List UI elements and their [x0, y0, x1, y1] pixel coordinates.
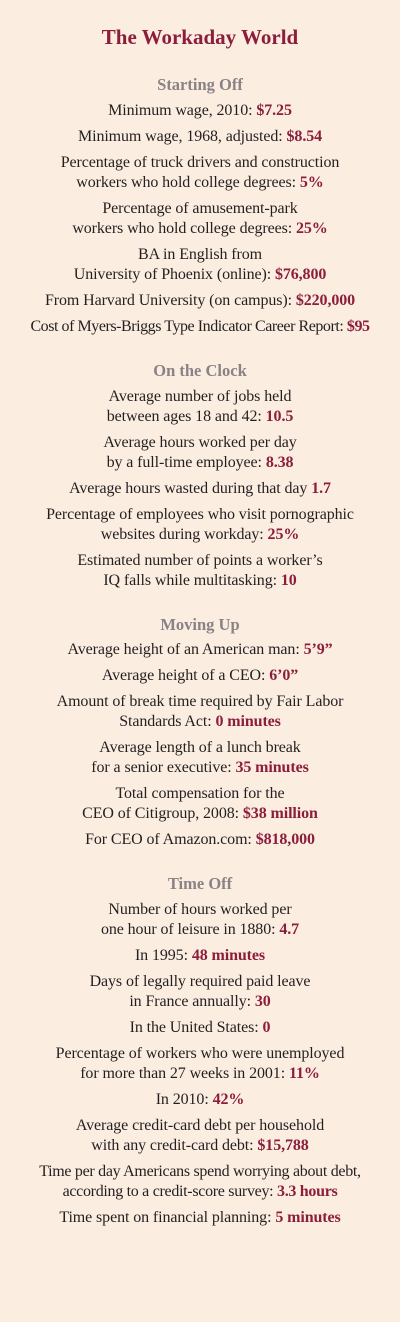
stat-item [8, 666, 392, 686]
stat-value: $818,000 [255, 831, 315, 849]
section-starting-off [8, 75, 392, 337]
stat-item [8, 692, 392, 732]
section-heading: Moving Up [160, 614, 240, 634]
stat-label: Percentage of workers who were unemployed for more than 27 weeks in 2001: [55, 1045, 345, 1083]
stat-label: BA in English from University of Phoenix (online): [73, 245, 272, 283]
stat-value: 0 minutes [215, 713, 281, 731]
stat-value: 1.7 [311, 479, 331, 497]
stat-label: Total compensation for the CEO of Citigroup, 2008: [82, 785, 285, 823]
stat-item [8, 479, 392, 499]
stat-value: 10 [280, 571, 297, 589]
stat-label: Minimum wage, 2010: [108, 101, 257, 119]
stat-item [8, 784, 392, 824]
stat-value: 35 minutes [235, 759, 309, 777]
stat-label: Days of legally required paid leave in France annually: [89, 973, 311, 1011]
stat-item [8, 153, 392, 193]
stat-value: 3.3 hours [277, 1183, 338, 1201]
stat-value: 0 [262, 1019, 271, 1037]
stat-item [8, 830, 392, 850]
stat-item [8, 900, 392, 940]
stat-label: In 2010: [155, 1091, 213, 1109]
stat-label: Amount of break time required by Fair Labor Standards Act: [56, 693, 344, 731]
stat-value: $76,800 [274, 265, 327, 283]
stat-label: Percentage of truck drivers and construction workers who hold college degrees: [60, 153, 340, 191]
stat-label: For CEO of Amazon.com: [85, 831, 256, 849]
stat-value: 11% [288, 1065, 320, 1083]
stat-value: $95 [346, 317, 370, 335]
stat-value: 5 minutes [275, 1209, 341, 1227]
stat-value: 8.38 [265, 453, 294, 471]
stat-label: Time per day Americans spend worrying about debt, according to a credit-score survey: [39, 1163, 361, 1201]
stat-item [8, 946, 392, 966]
stat-item [8, 1208, 392, 1228]
stat-label: Average credit-card debt per household with any credit-card debt: [75, 1117, 325, 1155]
stat-label: Average height of a CEO: [101, 667, 270, 685]
stat-label: Percentage of employees who visit pornographic websites during workday: [46, 505, 354, 543]
section-heading: On the Clock [153, 360, 247, 380]
section-moving-up [8, 615, 392, 851]
stat-item [8, 245, 392, 285]
stat-value: 25% [295, 219, 328, 237]
stat-label: In the United States: [129, 1019, 263, 1037]
stat-item [8, 199, 392, 239]
stat-label: Average number of jobs held between ages 18 and 42: [106, 387, 292, 425]
section-heading: Time Off [167, 874, 233, 894]
stat-label: Average length of a lunch break for a senior executive: [91, 739, 301, 777]
stat-item [8, 505, 392, 545]
stat-value: 48 minutes [191, 947, 266, 965]
section-on-the-clock [8, 361, 392, 591]
stat-value: $220,000 [295, 291, 356, 309]
stat-value: 42% [212, 1091, 245, 1109]
stat-item [8, 387, 392, 427]
stat-value: 25% [267, 525, 300, 543]
page-title: The Workaday World [101, 25, 299, 49]
stat-label: Average hours worked per day by a full-time employee: [103, 433, 297, 471]
stat-item [8, 317, 392, 337]
stat-label: In 1995: [134, 947, 192, 965]
stat-label: Minimum wage, 1968, adjusted: [77, 127, 287, 145]
stat-label: Time spent on financial planning: [59, 1209, 276, 1227]
stat-value: 6’0” [269, 667, 299, 685]
stat-value: 5’9” [303, 641, 333, 659]
stat-item [8, 127, 392, 147]
stat-item [8, 1044, 392, 1084]
stat-value: 30 [254, 993, 271, 1011]
stat-item [8, 101, 392, 121]
stat-value: 10.5 [265, 407, 294, 425]
stat-label: Percentage of amusement-park workers who hold college degrees: [72, 199, 298, 237]
stat-item [8, 640, 392, 660]
stat-label: Estimated number of points a worker’s IQ falls while multitasking: [77, 551, 323, 589]
stat-label: Number of hours worked per one hour of leisure in 1880: [100, 901, 292, 939]
stat-value: $38 million [242, 805, 318, 823]
stat-item [8, 1090, 392, 1110]
stat-item [8, 1116, 392, 1156]
stat-item [8, 972, 392, 1012]
stat-value: $7.25 [256, 101, 292, 119]
stat-label: Average hours wasted during that day [69, 479, 312, 497]
section-time-off [8, 874, 392, 1228]
stat-item [8, 551, 392, 591]
stat-label: Average height of an American man: [67, 641, 304, 659]
section-heading: Starting Off [157, 75, 243, 95]
stat-label: From Harvard University (on campus): [44, 291, 296, 309]
stat-label: Cost of Myers-Briggs Type Indicator Career Report: [30, 317, 347, 335]
stat-value: 4.7 [279, 921, 300, 939]
stat-item [8, 1018, 392, 1038]
stat-item [8, 1162, 392, 1202]
stat-value: $15,788 [257, 1137, 309, 1155]
stat-item [8, 291, 392, 311]
stat-value: $8.54 [286, 127, 323, 145]
stat-item [8, 738, 392, 778]
stat-value: 5% [299, 173, 324, 191]
stat-item [8, 433, 392, 473]
